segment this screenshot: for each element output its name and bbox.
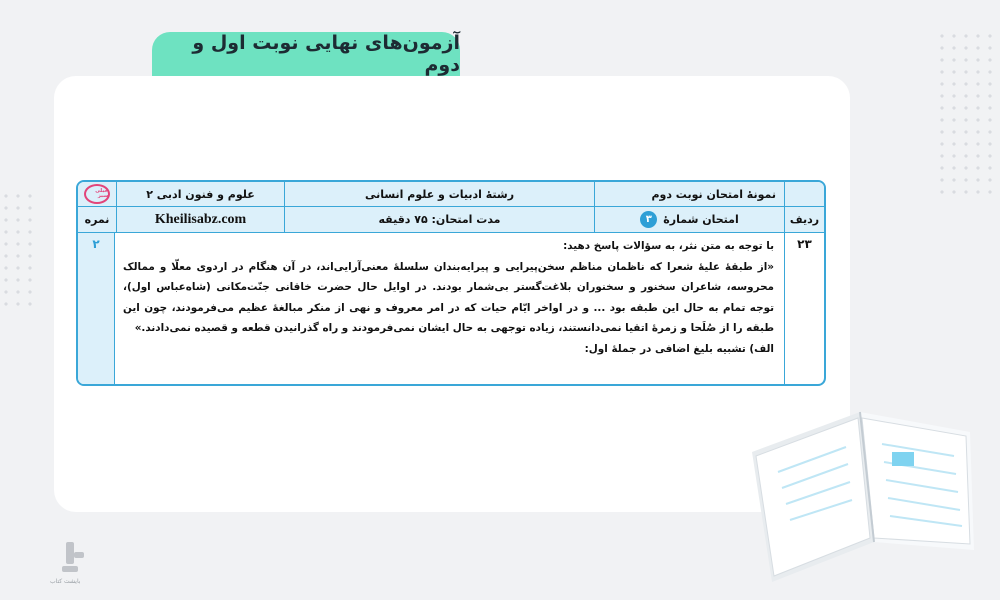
- website-cell: [116, 207, 284, 232]
- radif-label: ردیف: [789, 213, 820, 226]
- exam-number-label: امتحان شمارهٔ: [663, 213, 739, 226]
- exam-sheet: [76, 180, 826, 386]
- duration-cell: [284, 207, 594, 232]
- decorative-dots-right: [936, 30, 996, 200]
- exam-header-row-2: [78, 207, 824, 233]
- radif-header-cell: [784, 182, 824, 206]
- open-book-illustration: [742, 392, 982, 582]
- question-row: [78, 233, 824, 384]
- subject-name: علوم و فنون ادبی ۲: [146, 187, 255, 201]
- publisher-logo-icon: [84, 184, 110, 204]
- logo-cell: [78, 182, 116, 206]
- website-link[interactable]: Kheilisabz.com: [154, 211, 247, 227]
- logo-text: خیلی سبز: [95, 188, 108, 199]
- score-label: نمره: [84, 213, 110, 226]
- question-score: ۲: [78, 233, 114, 384]
- sample-title: نمونهٔ امتحان نوبت دوم: [651, 187, 776, 201]
- subject-cell: [116, 182, 284, 206]
- field-cell: [284, 182, 594, 206]
- question-passage: «از طبقهٔ علیهٔ شعرا که ناظمان مناظم سخن‌پیرایی و پیرایه‌بندان سلسلهٔ معنی‌آرایی‌اند، در آن هنگام در اردوی معلّا و ممالک محروسه، شاعران سخنور و سخنوران بلاغت‌گستر بی‌شمار بودند. در اوایل حال حضرت خاقانی جنّت‌مکانی (شاه‌عباس اول)، توجه تمام به حال این طبقه بود ... و در اواخر ایّام حیات که در امر معروف و نهی از منکر مبالغهٔ عظیم می‌فرمودند، چون این طبقه را از صُلَحا و زمرهٔ اتقیا نمی‌دانستند، زیاده توجهی به حال ایشان نمی‌فرمودند و راه گذرانیدن قطعه و قصیده نمی‌دادند.»: [123, 260, 774, 334]
- brand-logo-icon: [58, 540, 88, 576]
- question-text: [114, 233, 784, 384]
- exam-duration: مدت امتحان: ۷۵ دقیقه: [378, 213, 501, 226]
- decorative-dots-left: [0, 190, 40, 310]
- exam-header-row-1: [78, 182, 824, 207]
- question-part-a: الف) تشبیه بلیغ اضافی در جملهٔ اول:: [584, 342, 774, 355]
- exam-number-badge: ۳: [640, 211, 657, 228]
- brand-name: بایشت کتاب: [50, 578, 81, 585]
- question-intro: با توجه به متن نثر، به سؤالات پاسخ دهید:: [563, 240, 774, 252]
- question-number: ۲۳: [784, 233, 824, 384]
- banner-title-text: آزمون‌های نهایی نوبت اول و دوم: [192, 32, 460, 76]
- banner-title: [152, 32, 460, 76]
- exam-number-cell: [594, 207, 784, 232]
- radif-label-cell: [784, 207, 824, 232]
- field-name: رشتهٔ ادبیات و علوم انسانی: [364, 187, 515, 201]
- sample-title-cell: [594, 182, 784, 206]
- score-label-cell: [78, 207, 116, 232]
